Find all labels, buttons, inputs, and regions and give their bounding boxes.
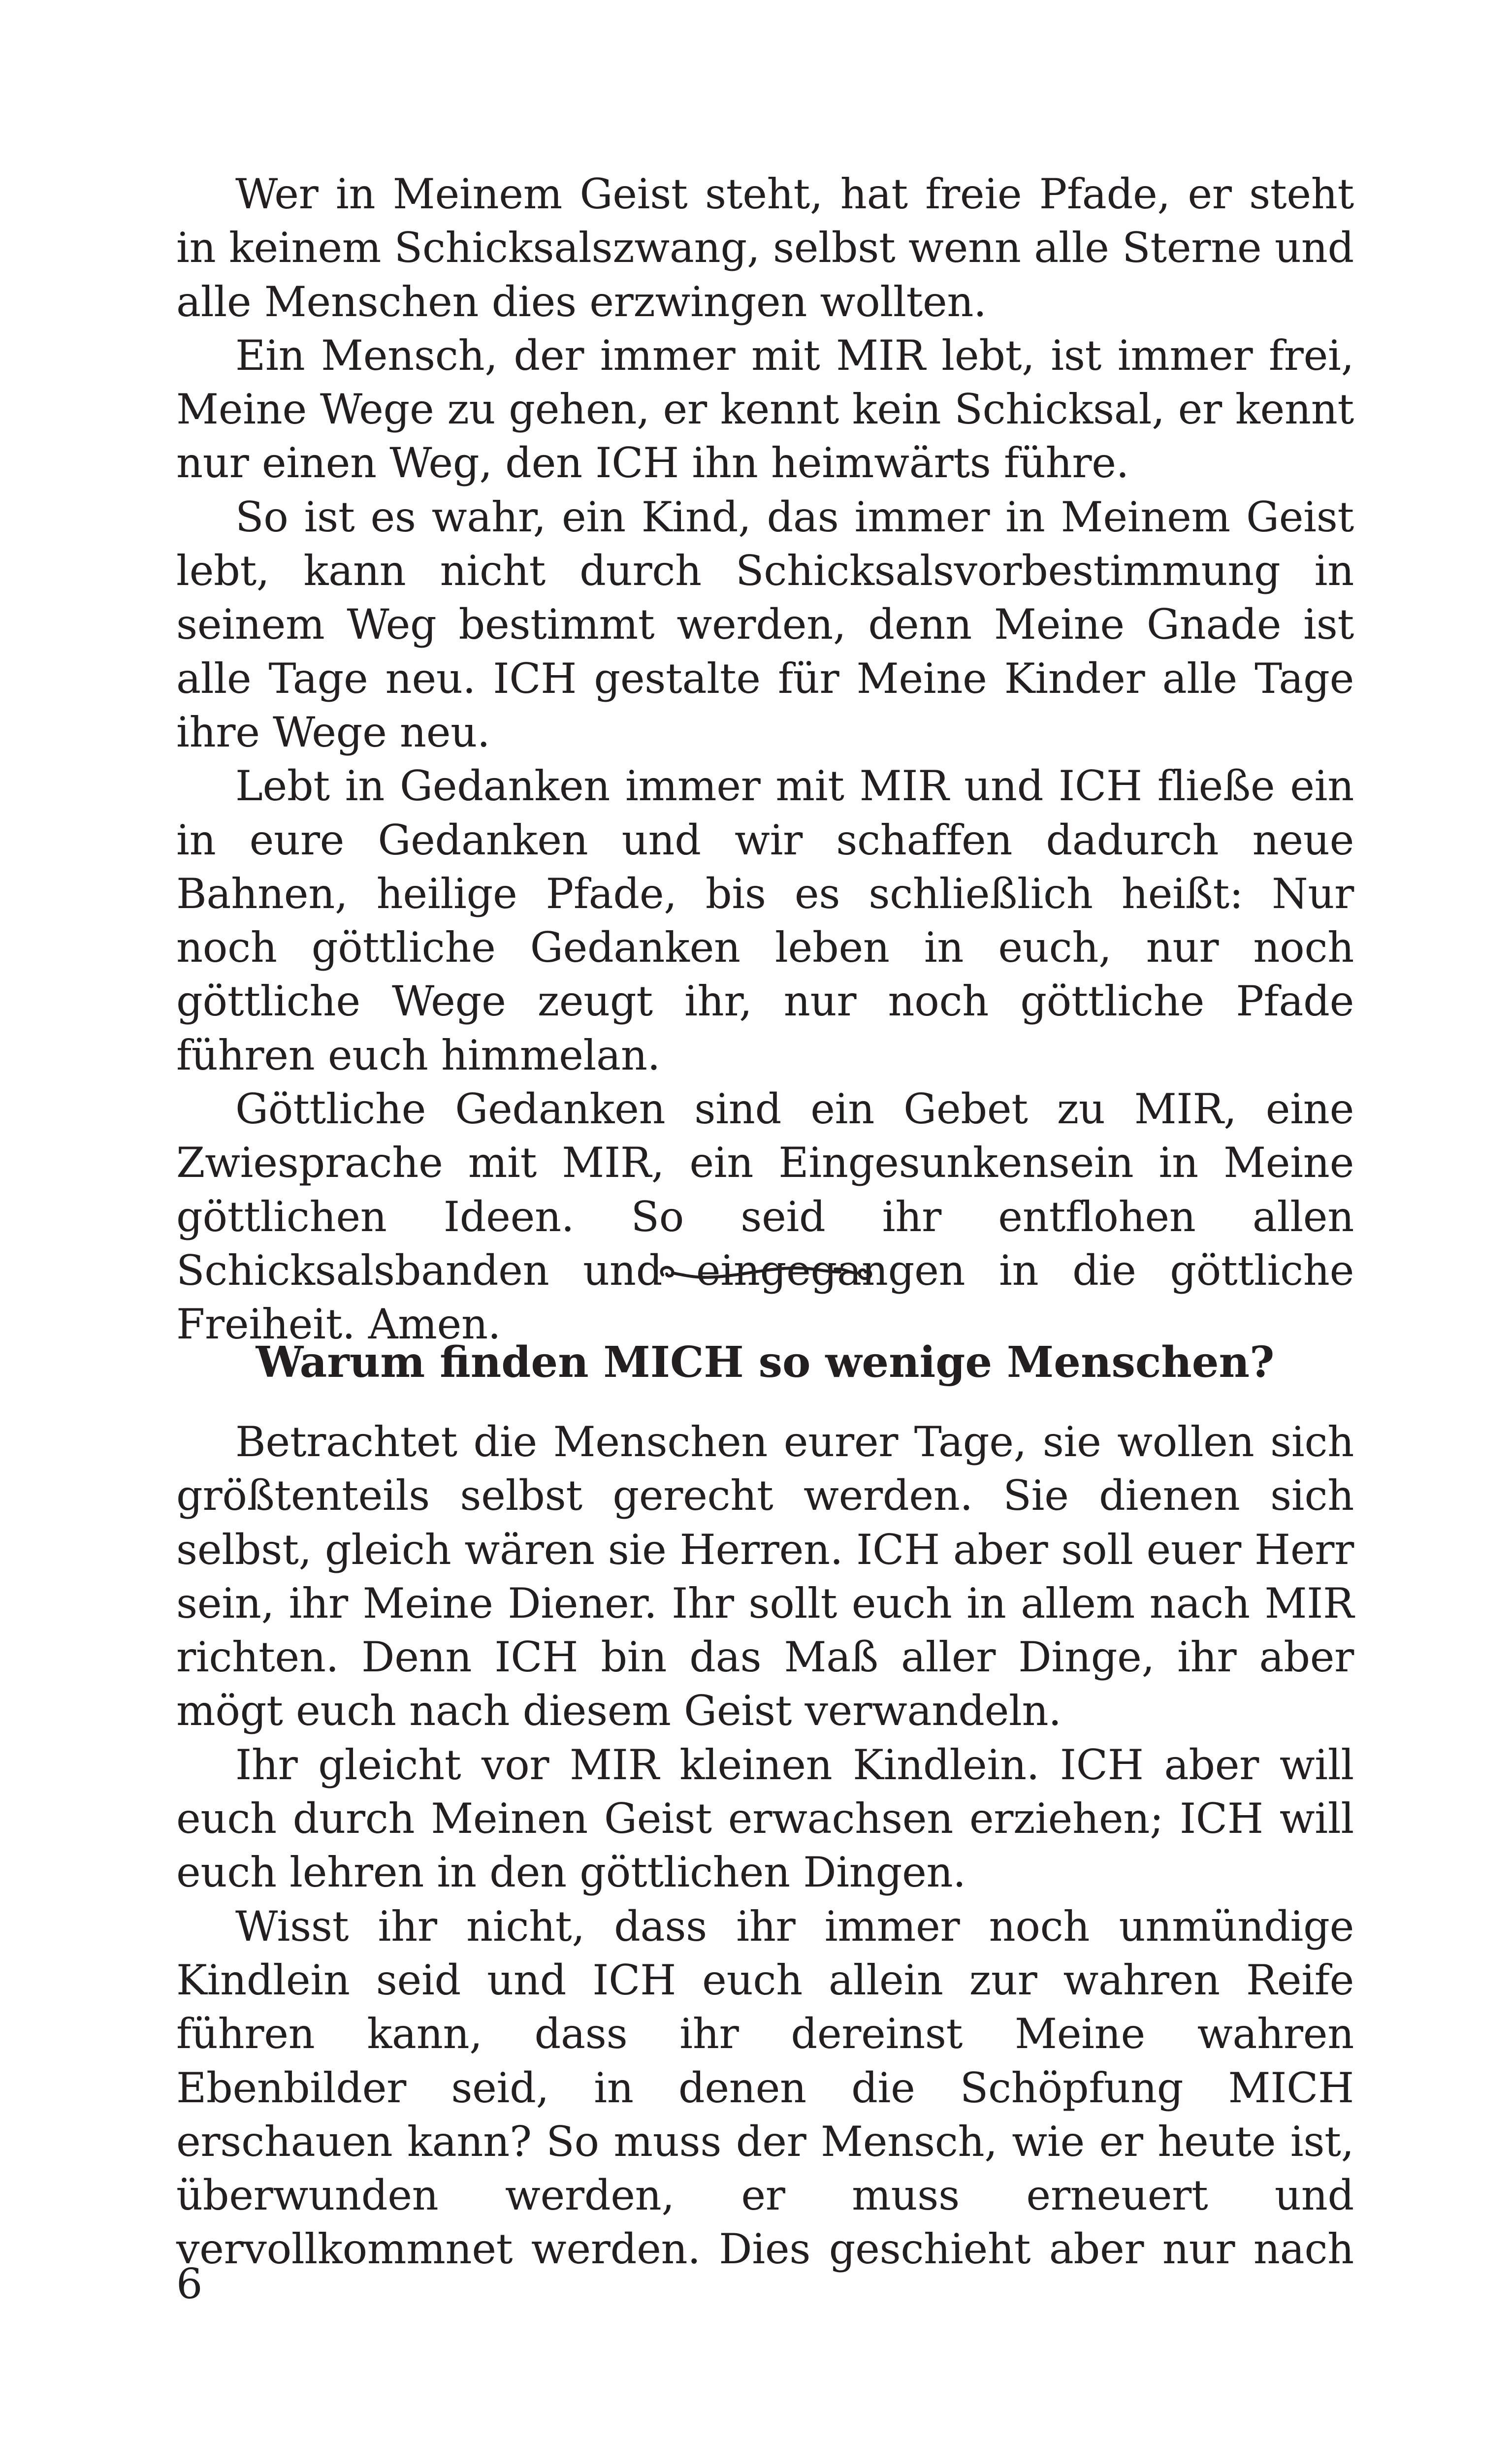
section-2-body: [176, 1415, 1354, 2277]
paragraph: So ist es wahr, ein Kind, das immer in Meinem Geist lebt, kann nicht durch Schicksalsvorbestimmung in seinem Weg bestimmt werden, denn Meine Gnade ist alle Tage neu. ICH gestalte für Meine Kinder alle Tage ihre Wege neu.: [176, 492, 1354, 756]
section-heading: Warum finden MICH so wenige Menschen?: [256, 1337, 1275, 1387]
paragraph: Ein Mensch, der immer mit MIR lebt, ist immer frei, Meine Wege zu gehen, er kennt kein Schicksal, er kennt nur einen Weg, den ICH ihn heimwärts führe.: [176, 331, 1354, 488]
paragraph: Wer in Meinem Geist steht, hat freie Pfade, er steht in keinem Schicksalszwang, selbst wenn alle Sterne und alle Menschen dies erzwingen wollten.: [176, 170, 1354, 326]
page-number: 6: [176, 2260, 203, 2308]
paragraph: Betrachtet die Menschen eurer Tage, sie wollen sich größtenteils selbst gerecht werden. Sie dienen sich selbst, gleich wären sie Herren. ICH aber soll euer Herr sein, ihr Meine Diener. Ihr sollt euch in allem nach MIR richten. Denn ICH bin das Maß aller Dinge, ihr aber mögt euch nach diesem Geist verwandeln.: [176, 1418, 1354, 1735]
paragraph: Göttliche Gedanken sind ein Gebet zu MIR, eine Zwiesprache mit MIR, ein Eingesunkensein in Meine göttlichen Ideen. So seid ihr entflohen allen Schicksalsbanden und eingegangen in die göttliche Freiheit. Amen.: [176, 1085, 1354, 1349]
flourish-divider-icon: [648, 1253, 884, 1293]
paragraph: Wisst ihr nicht, dass ihr immer noch unmündige Kindlein seid und ICH euch allein zur wahren Reife führen kann, dass ihr dereinst Meine wahren Ebenbilder seid, in denen die Schöpfung MICH erschauen kann? So muss der Mensch, wie er heute ist, überwunden werden, er muss erneuert und vervollkommnet werden. Dies geschieht aber nur nach: [176, 1902, 1354, 2274]
paragraph: Lebt in Gedanken immer mit MIR und ICH fließe ein in eure Gedanken und wir schaffen dadurch neue Bahnen, heilige Pfade, bis es schließlich heißt: Nur noch göttliche Gedanken leben in euch, nur noch göttliche Wege zeugt ihr, nur noch göttliche Pfade führen euch himmelan.: [176, 762, 1354, 1079]
paragraph: Ihr gleicht vor MIR kleinen Kindlein. ICH aber will euch durch Meinen Geist erwachsen erziehen; ICH will euch lehren in den göttlichen Dingen.: [176, 1740, 1354, 1897]
section-1-body: [176, 167, 1354, 1352]
